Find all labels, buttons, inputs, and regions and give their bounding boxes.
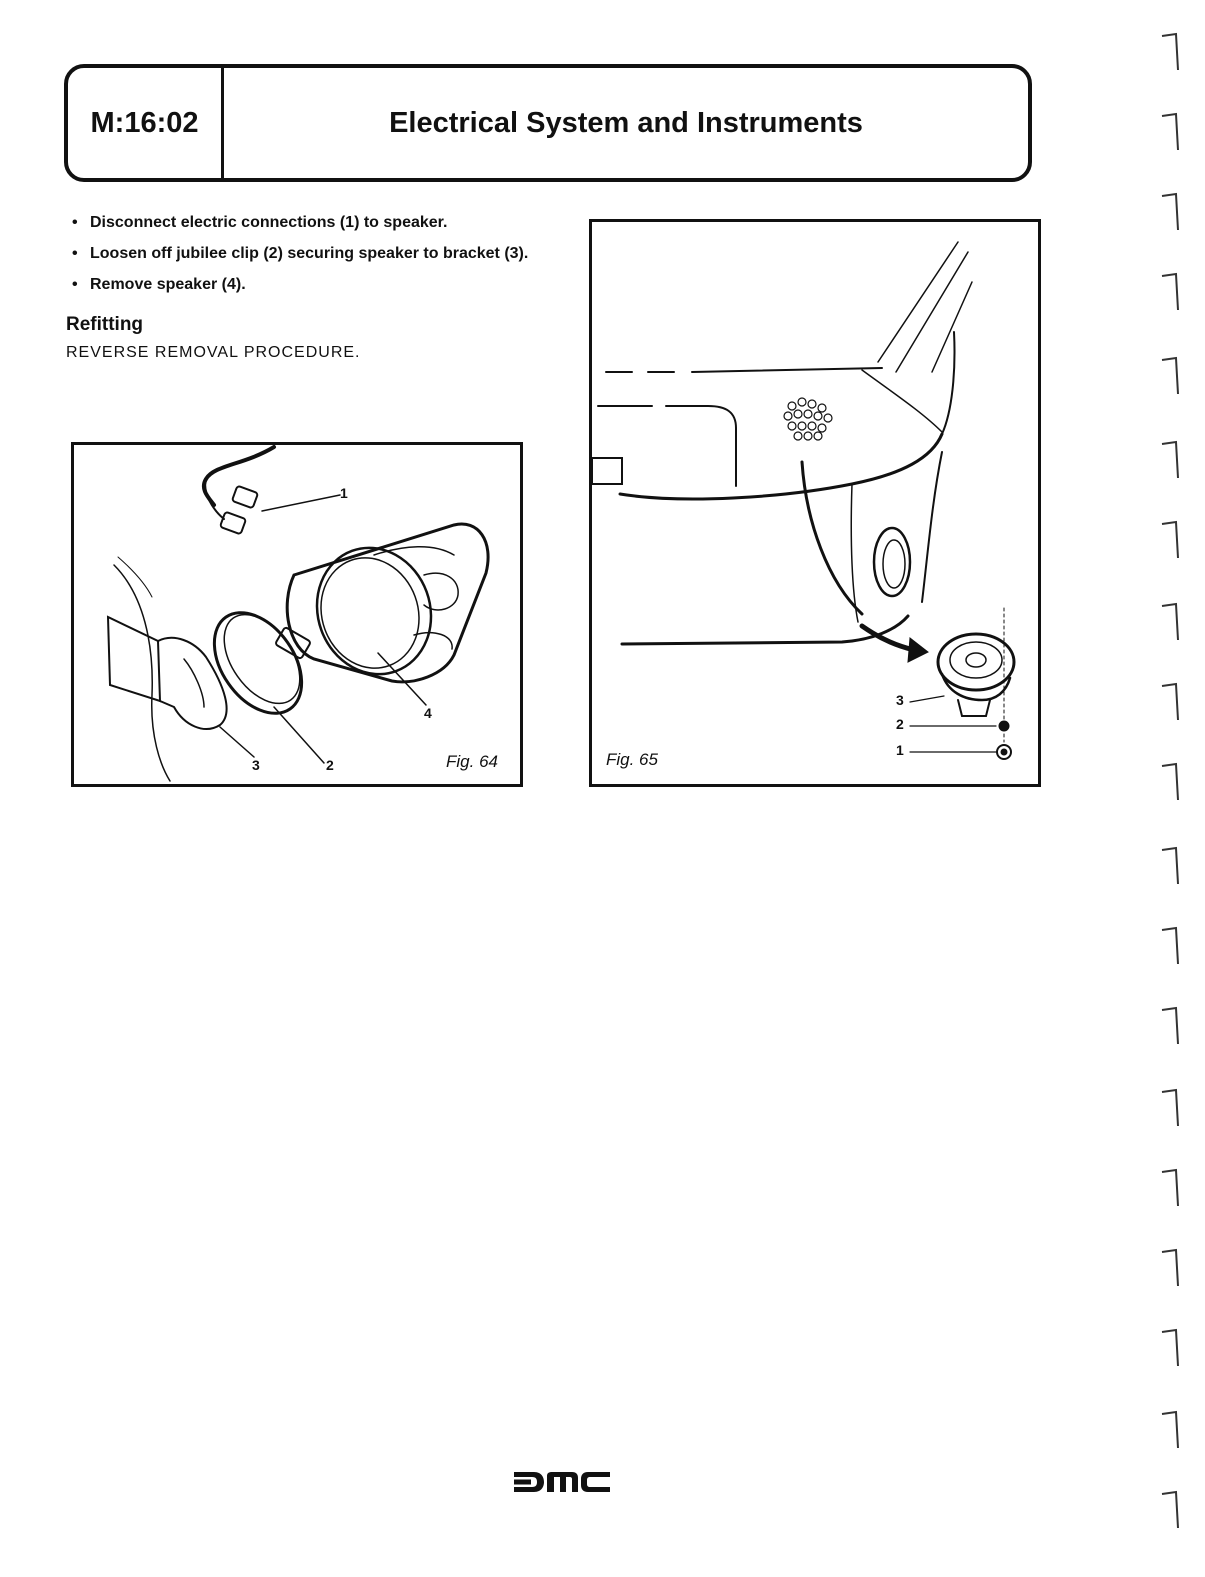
bullet-icon: • xyxy=(72,276,78,293)
callout-3: 3 xyxy=(896,692,904,708)
index-tab-marks xyxy=(1160,30,1190,1570)
bullet-icon: • xyxy=(72,245,78,262)
instructions-column xyxy=(66,212,536,364)
car-rear-speaker-illustration xyxy=(592,222,1038,784)
callout-1: 1 xyxy=(340,485,348,501)
instruction-text: Remove speaker (4). xyxy=(90,276,246,293)
figure-caption: Fig. 64 xyxy=(446,752,498,771)
refitting-heading: Refitting xyxy=(66,314,144,335)
figure-caption: Fig. 65 xyxy=(606,750,658,769)
instruction-text: Loosen off jubilee clip (2) securing speaker to bracket (3). xyxy=(90,245,529,262)
instruction-text: Disconnect electric connections (1) to speaker. xyxy=(90,214,448,231)
speaker-exploded-illustration xyxy=(74,445,520,784)
dmc-logo-icon xyxy=(514,1470,610,1499)
page-header xyxy=(64,64,1032,182)
margin-index-tabs xyxy=(1160,30,1190,1570)
figure-65 xyxy=(589,219,1041,787)
bullet-icon: • xyxy=(72,214,78,231)
callout-2: 2 xyxy=(896,716,904,732)
callout-2: 2 xyxy=(326,757,334,773)
callout-3: 3 xyxy=(252,757,260,773)
callout-1: 1 xyxy=(896,742,904,758)
instruction-list xyxy=(66,212,536,296)
instruction-item xyxy=(66,212,536,234)
instruction-item xyxy=(66,243,536,265)
refitting-text: REVERSE REMOVAL PROCEDURE. xyxy=(66,344,361,361)
page-title: Electrical System and Instruments xyxy=(389,106,863,139)
section-code: M:16:02 xyxy=(90,106,199,139)
dmc-logo-mark xyxy=(514,1470,610,1494)
instruction-item xyxy=(66,274,536,296)
callout-4: 4 xyxy=(424,705,432,721)
figure-64 xyxy=(71,442,523,787)
